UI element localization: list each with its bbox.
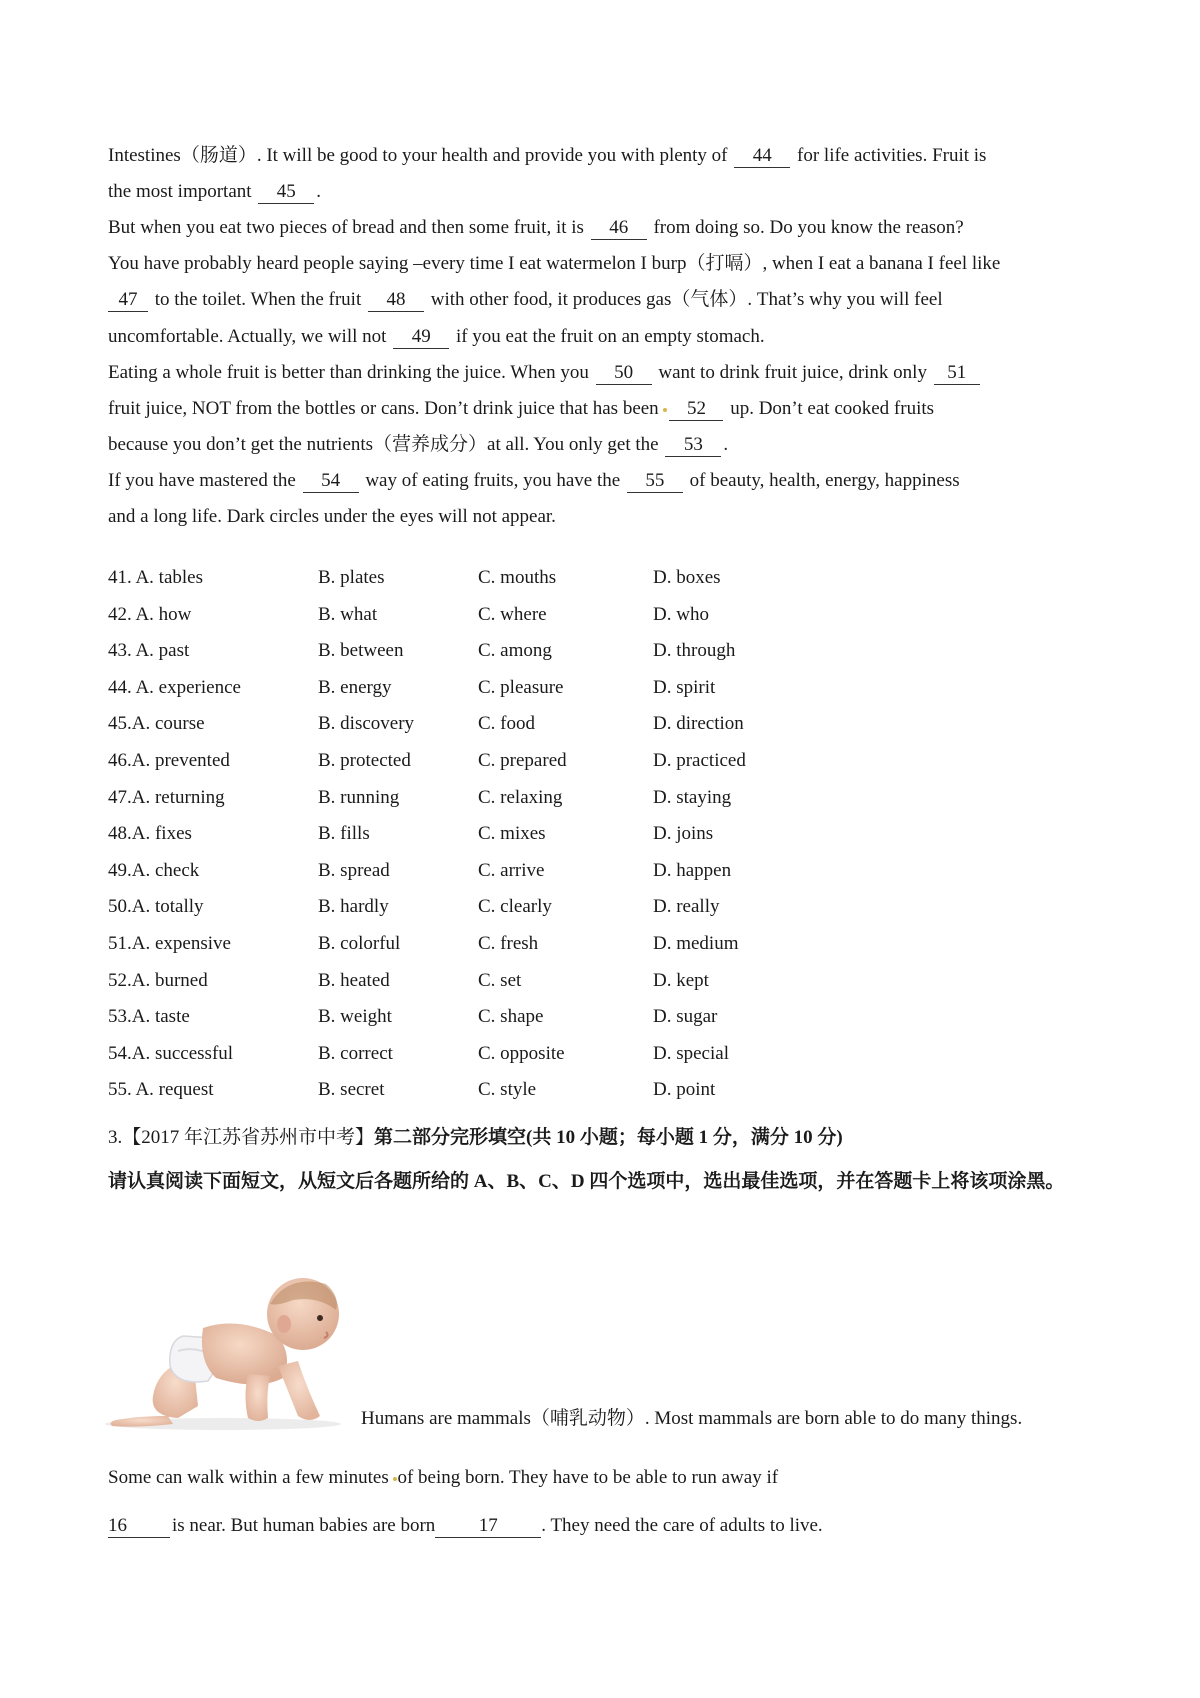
text: if you eat the fruit on an empty stomach. <box>455 326 765 347</box>
blank-46: 46 <box>591 217 647 240</box>
passage-line <box>108 499 1100 535</box>
option-a: 42. A. how <box>108 603 192 625</box>
passage-line <box>108 1454 1100 1502</box>
option-c: C. shape <box>478 1006 544 1028</box>
text: Some can walk within a few minutes <box>108 1467 389 1488</box>
option-row-47 <box>108 780 1008 817</box>
option-c: C. fresh <box>478 932 539 954</box>
crawling-baby-image <box>98 1266 348 1432</box>
option-a: 41. A. tables <box>108 567 203 588</box>
option-row-51 <box>108 926 1008 963</box>
text: of beauty, health, energy, happiness <box>689 470 960 491</box>
option-d: D. spirit <box>653 676 716 698</box>
option-row-46 <box>108 743 1008 780</box>
passage-line <box>108 210 1100 246</box>
option-b: B. hardly <box>318 896 389 918</box>
option-a: 53.A. taste <box>108 1006 190 1028</box>
option-a: 52.A. burned <box>108 969 208 991</box>
text: . <box>316 181 322 202</box>
text: . <box>723 434 729 455</box>
option-d: D. really <box>653 896 720 918</box>
option-row-41 <box>108 560 1008 597</box>
option-d: D. staying <box>653 786 732 808</box>
section-3 <box>108 1118 1100 1206</box>
passage-line <box>108 319 1100 355</box>
option-a: 43. A. past <box>108 640 190 662</box>
option-a: 45.A. course <box>108 713 205 735</box>
option-d: D. point <box>653 1079 716 1101</box>
option-row-48 <box>108 816 1008 853</box>
option-a: 54.A. successful <box>108 1042 234 1064</box>
stray-dot <box>663 408 667 412</box>
option-row-44 <box>108 670 1008 707</box>
option-a: 48.A. fixes <box>108 823 192 845</box>
instructions: 请认真阅读下面短文，从短文后各题所给的 A、B、C、D 四个选项中，选出最佳选项，并在答题卡上将该项涂黑。 <box>108 1171 1065 1192</box>
option-c: C. among <box>478 640 552 662</box>
text: Eating a whole fruit is better than drinking the juice. When you <box>108 362 589 383</box>
option-d: D. happen <box>653 859 732 881</box>
passage-line <box>108 391 1100 427</box>
text: Intestines（肠道）. It will be good to your health and provide you with plenty of <box>108 145 728 166</box>
image-row <box>98 1266 1100 1432</box>
blank-44: 44 <box>734 145 790 168</box>
blank-47: 47 <box>108 289 148 312</box>
text: uncomfortable. Actually, we will not <box>108 326 387 347</box>
option-row-45 <box>108 706 1008 743</box>
option-c: C. set <box>478 969 522 991</box>
passage-line <box>108 1502 1100 1550</box>
section-3-passage <box>108 1454 1100 1550</box>
option-a: 51.A. expensive <box>108 932 231 954</box>
section-title <box>108 1118 1100 1158</box>
option-d: D. kept <box>653 969 709 991</box>
option-c: C. food <box>478 713 535 735</box>
option-d: D. sugar <box>653 1006 718 1028</box>
text: way of eating fruits, you have the <box>365 470 621 491</box>
option-a: 47.A. returning <box>108 786 225 808</box>
text: for life activities. Fruit is <box>797 145 987 166</box>
option-d: D. medium <box>653 932 739 954</box>
option-c: C. where <box>478 603 547 625</box>
option-b: B. discovery <box>318 713 415 735</box>
text: You have probably heard people saying –every time I eat watermelon I burp（打嗝）, when I eat a banana I feel like <box>108 253 1001 274</box>
section-heading: 第二部分完形填空(共 10 小题；每小题 1 分，满分 10 分) <box>374 1127 843 1148</box>
option-b: B. weight <box>318 1006 392 1028</box>
blank-48: 48 <box>368 289 424 312</box>
passage-line <box>108 282 1100 319</box>
text: . They need the care of adults to live. <box>541 1515 823 1536</box>
option-b: B. running <box>318 786 400 808</box>
text: from doing so. Do you know the reason? <box>653 217 964 238</box>
options-list <box>108 560 1008 1109</box>
text: wo pieces of bread and then some fruit, it is <box>251 217 584 238</box>
text: with other food, it produces gas（气体）. That’s why you will feel <box>430 289 943 310</box>
text: to the toilet. When the fruit <box>154 289 362 310</box>
option-d: D. special <box>653 1042 729 1064</box>
text: up. Don’t eat cooked fruits <box>730 398 935 419</box>
passage-line <box>108 355 1100 391</box>
passage-line <box>108 138 1100 174</box>
passage <box>108 138 1100 535</box>
option-a: 44. A. experience <box>108 676 241 698</box>
option-b: B. colorful <box>318 932 401 954</box>
passage-line <box>108 463 1100 499</box>
blank-54: 54 <box>303 470 359 493</box>
passage-line <box>108 427 1100 463</box>
text: But when you eat t <box>108 217 252 238</box>
option-b: B. what <box>318 603 378 625</box>
passage-line <box>108 174 1100 210</box>
option-a: 46.A. prevented <box>108 749 230 771</box>
text: If you have mastered the <box>108 470 296 491</box>
option-c: C. clearly <box>478 896 552 918</box>
option-d: D. practiced <box>653 749 746 771</box>
option-d: D. who <box>653 603 709 625</box>
option-row-54 <box>108 1036 1008 1073</box>
option-row-53 <box>108 999 1008 1036</box>
text: the most important <box>108 181 252 202</box>
option-b: B. between <box>318 640 404 662</box>
option-b: B. secret <box>318 1079 385 1101</box>
section-source: 【2017 年江苏省苏州市中考】 <box>122 1127 375 1148</box>
blank-50: 50 <box>596 362 652 385</box>
option-a: 55. A. request <box>108 1079 214 1101</box>
option-a: 49.A. check <box>108 859 200 881</box>
option-c: C. mouths <box>478 567 557 588</box>
option-b: B. spread <box>318 859 390 881</box>
option-c: C. mixes <box>478 823 546 845</box>
option-b: B. plates <box>318 567 385 588</box>
option-b: B. protected <box>318 749 411 771</box>
passage-line: Humans are mammals（哺乳动物）. Most mammals are born able to do many things. <box>361 1408 1023 1429</box>
text: and a long life. Dark circles under the eyes will not appear. <box>108 506 556 527</box>
text: fruit juice, NOT from the bottles or cans. Don’t drink juice that has been <box>108 398 659 419</box>
blank-49: 49 <box>393 326 449 349</box>
blank-53: 53 <box>665 434 721 457</box>
option-d: D. direction <box>653 713 744 735</box>
blank-45: 45 <box>258 181 314 204</box>
blank-17: 17 <box>435 1515 541 1538</box>
text: orn. They have to be able to run away if <box>474 1467 779 1488</box>
option-b: B. energy <box>318 676 392 698</box>
blank-16: 16 <box>108 1515 170 1538</box>
option-row-55 <box>108 1072 1008 1109</box>
option-row-42 <box>108 597 1008 634</box>
option-c: C. prepared <box>478 749 567 771</box>
section-number: 3. <box>108 1127 123 1148</box>
option-d: D. boxes <box>653 567 721 588</box>
text: want to drink fruit juice, drink only <box>658 362 927 383</box>
option-row-50 <box>108 889 1008 926</box>
blank-52: 52 <box>669 398 723 421</box>
option-row-52 <box>108 963 1008 1000</box>
text: is near. But human babies are born <box>172 1515 436 1536</box>
option-a: 50.A. totally <box>108 896 204 918</box>
text: because you don’t get the nutrients（营养成分）at all. You only get the <box>108 434 659 455</box>
option-d: D. joins <box>653 823 714 845</box>
option-row-43 <box>108 633 1008 670</box>
option-c: C. style <box>478 1079 537 1101</box>
option-c: C. pleasure <box>478 676 564 698</box>
option-d: D. through <box>653 640 736 662</box>
option-c: C. relaxing <box>478 786 563 808</box>
blank-55: 55 <box>627 470 683 493</box>
option-b: B. correct <box>318 1042 393 1064</box>
option-b: B. heated <box>318 969 390 991</box>
option-c: C. opposite <box>478 1042 565 1064</box>
option-b: B. fills <box>318 823 370 845</box>
option-row-49 <box>108 853 1008 890</box>
option-c: C. arrive <box>478 859 545 881</box>
passage-line <box>108 246 1100 282</box>
blank-51: 51 <box>934 362 980 385</box>
text: of being b <box>397 1467 475 1488</box>
